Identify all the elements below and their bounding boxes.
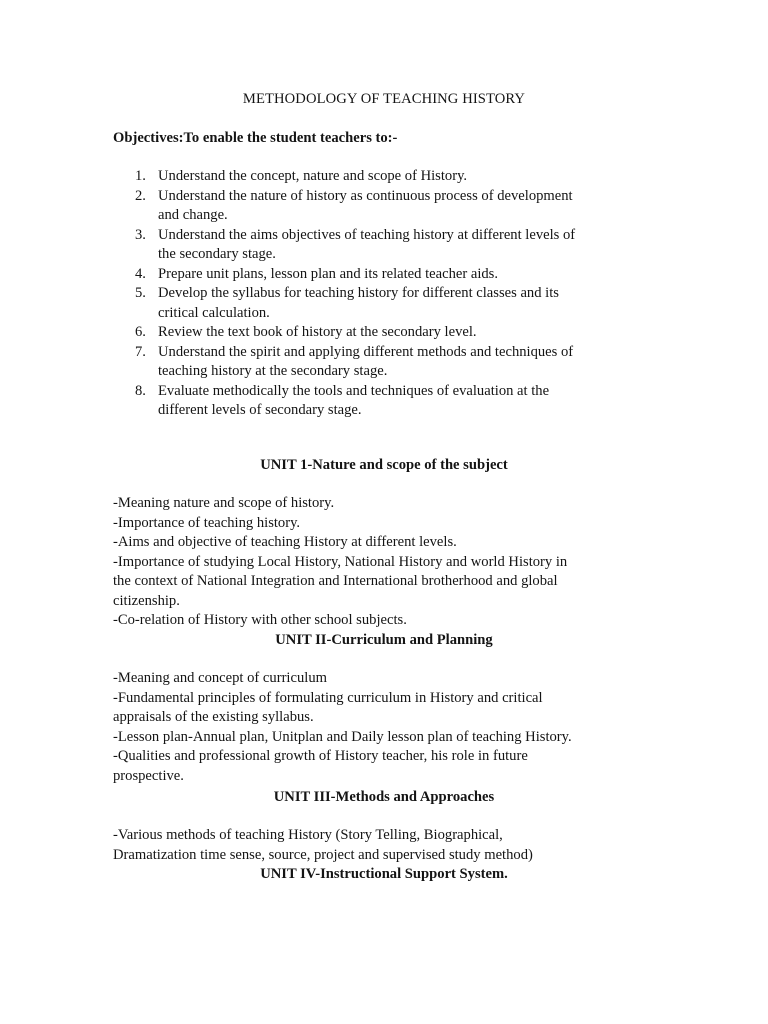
unit2-line: -Lesson plan-Annual plan, Unitplan and Daily lesson plan of teaching History. <box>113 728 572 745</box>
unit3-line: Dramatization time sense, source, project and supervised study method) <box>113 846 533 863</box>
objective-item <box>113 265 658 285</box>
objective-number: 3. <box>135 226 146 243</box>
objective-number: 6. <box>135 324 146 340</box>
unit3-line: -Various methods of teaching History (Story Telling, Biographical, <box>113 827 503 843</box>
objective-item <box>113 167 658 187</box>
objective-item <box>113 187 658 226</box>
unit2-line: -Meaning and concept of curriculum <box>113 670 327 686</box>
objective-text: Prepare unit plans, lesson plan and its related teacher aids. <box>158 265 499 282</box>
objective-text: teaching history at the secondary stage. <box>158 363 388 379</box>
objective-text: Review the text book of history at the secondary level. <box>158 324 477 340</box>
objective-text: Evaluate methodically the tools and techniques of evaluation at the <box>158 382 550 399</box>
unit1-line: -Meaning nature and scope of history. <box>113 495 335 511</box>
unit2-line: appraisals of the existing syllabus. <box>113 709 314 725</box>
unit3-heading: UNIT III-Methods and Approaches <box>273 789 495 805</box>
document-title: METHODOLOGY OF TEACHING HISTORY <box>242 91 526 107</box>
objective-item <box>113 226 658 265</box>
objective-text: Understand the nature of history as continuous process of development <box>158 187 573 204</box>
unit1-line: -Importance of teaching history. <box>113 514 301 531</box>
objective-text: critical calculation. <box>158 304 270 321</box>
objective-number: 4. <box>135 265 146 282</box>
objective-number: 2. <box>135 187 146 204</box>
objective-number: 8. <box>135 382 146 399</box>
unit1-line: -Aims and objective of teaching History at different levels. <box>113 534 457 550</box>
objective-text: and change. <box>158 207 228 223</box>
unit1-line: citizenship. <box>113 592 180 609</box>
unit2-line: -Fundamental principles of formulating curriculum in History and critical <box>113 689 543 706</box>
unit2-content <box>113 669 658 786</box>
unit2-line: prospective. <box>113 767 184 784</box>
unit1-line: the context of National Integration and International brotherhood and global <box>113 573 558 589</box>
objective-item <box>113 323 658 343</box>
objective-item <box>113 343 658 382</box>
objective-text: Develop the syllabus for teaching history for different classes and its <box>158 285 559 301</box>
unit3-content <box>113 826 658 865</box>
objective-number: 7. <box>135 343 146 360</box>
objective-text: the secondary stage. <box>158 246 276 262</box>
unit2-heading: UNIT II-Curriculum and Planning <box>275 632 493 648</box>
unit4-heading: UNIT IV-Instructional Support System. <box>260 866 508 882</box>
objective-text: Understand the concept, nature and scope of History. <box>158 168 468 184</box>
objective-text: Understand the aims objectives of teaching history at different levels of <box>158 226 576 243</box>
objective-text: different levels of secondary stage. <box>158 402 362 418</box>
unit1-line: -Importance of studying Local History, National History and world History in <box>113 553 568 570</box>
unit2-line: -Qualities and professional growth of History teacher, his role in future <box>113 748 528 764</box>
objective-text: Understand the spirit and applying different methods and techniques of <box>158 343 574 360</box>
unit1-content <box>113 494 658 631</box>
objective-item <box>113 382 658 421</box>
objective-number: 1. <box>135 168 146 184</box>
objectives-list <box>113 167 658 421</box>
objectives-heading: Objectives:To enable the student teachers to:- <box>113 130 398 146</box>
unit1-line: -Co-relation of History with other school subjects. <box>113 612 407 628</box>
objective-number: 5. <box>135 285 146 301</box>
unit1-heading: UNIT 1-Nature and scope of the subject <box>260 457 508 473</box>
objective-item <box>113 284 658 323</box>
